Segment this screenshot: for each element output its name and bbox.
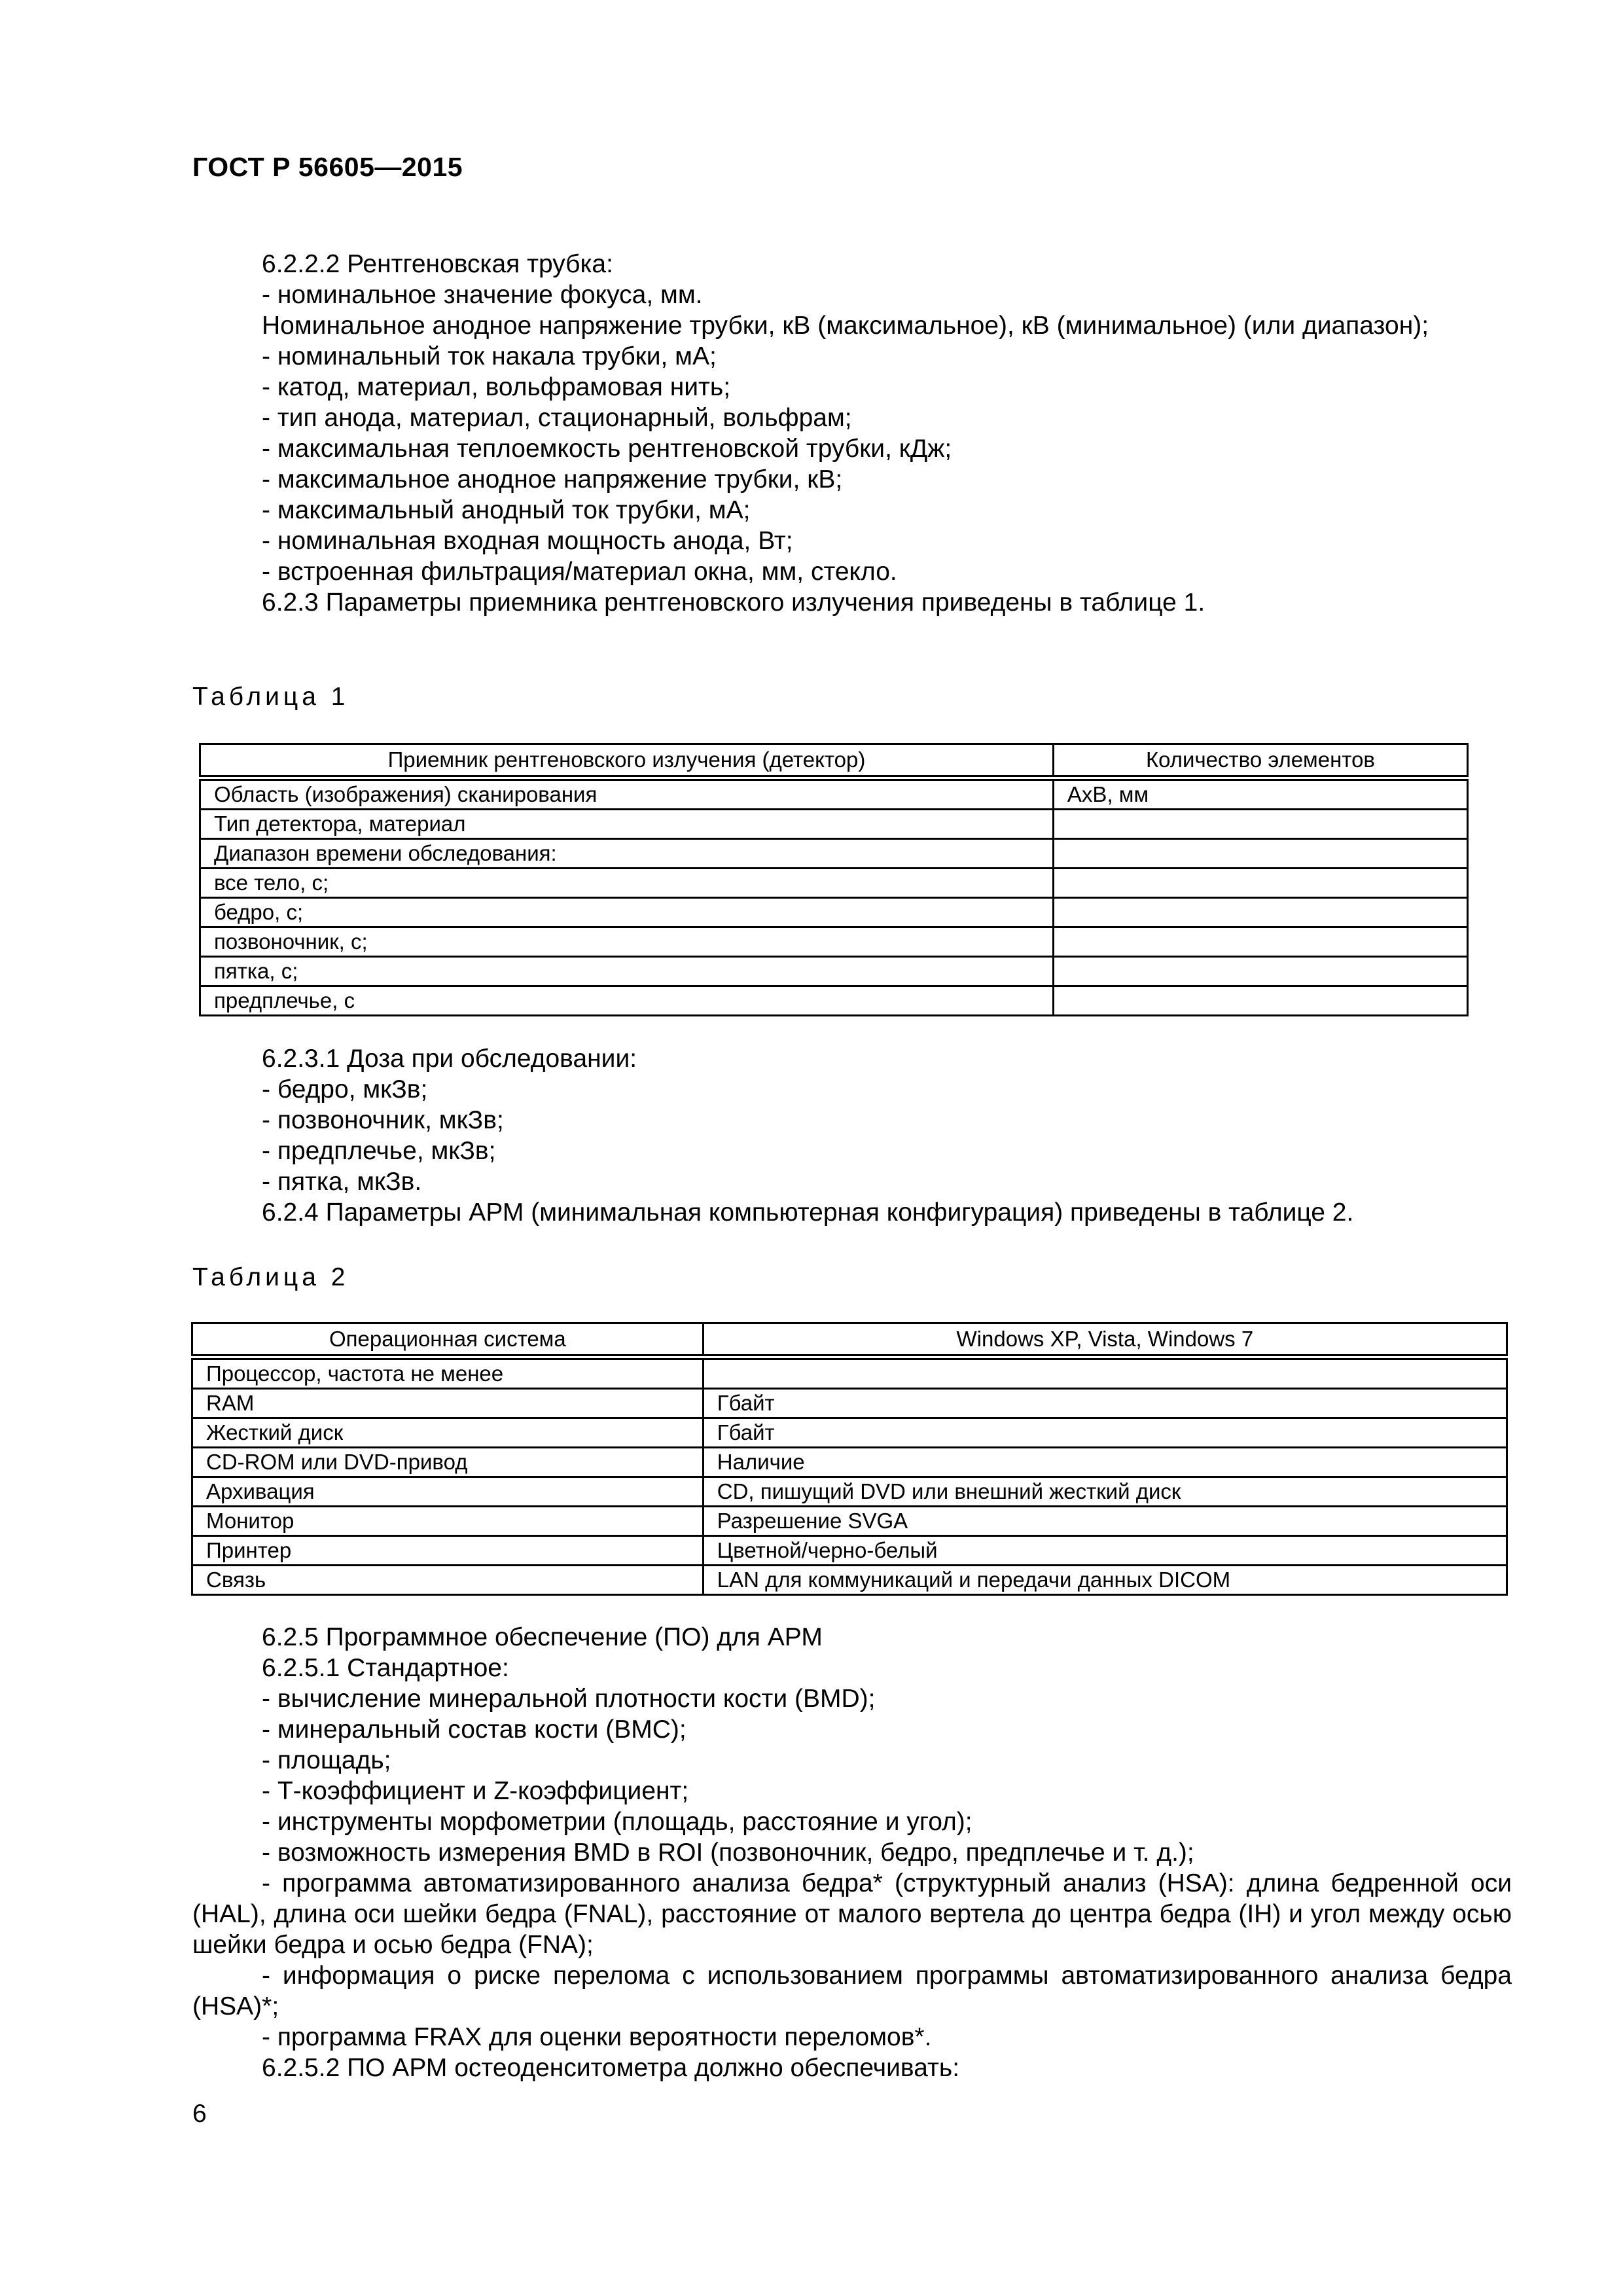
table-row	[200, 898, 1468, 927]
table-row	[192, 1507, 1507, 1536]
table-cell: LAN для коммуникаций и передачи данных DICOM	[703, 1566, 1507, 1595]
table-cell: Разрешение SVGA	[703, 1507, 1507, 1536]
table-row	[200, 778, 1468, 810]
paragraph: - тип анода, материал, стационарный, вольфрам;	[262, 404, 852, 432]
table-cell: Принтер	[192, 1536, 704, 1566]
table-header-cell: Операционная система	[192, 1323, 704, 1357]
table-cell: Гбайт	[703, 1418, 1507, 1448]
paragraph: - площадь;	[262, 1746, 391, 1774]
paragraph: - пятка, мкЗв.	[262, 1168, 422, 1196]
table-cell: предплечье, с	[200, 986, 1054, 1016]
table-cell: Связь	[192, 1566, 704, 1595]
table-cell	[1053, 898, 1467, 927]
page-number: 6	[192, 2100, 207, 2128]
table-cell	[1053, 927, 1467, 957]
paragraph: - бедро, мкЗв;	[262, 1075, 428, 1103]
section-x-ray-tube	[192, 249, 1512, 618]
table-cell	[1053, 839, 1467, 869]
table-header-row	[200, 744, 1468, 778]
table-cell	[1053, 986, 1467, 1016]
paragraph: 6.2.3.1 Доза при обследовании:	[262, 1045, 637, 1073]
table-detector-parameters	[199, 743, 1469, 1016]
table-cell: позвоночник, с;	[200, 927, 1054, 957]
paragraph: 6.2.4 Параметры АРМ (минимальная компьютерная конфигурация) приведены в таблице 2.	[262, 1198, 1354, 1227]
table-cell	[1053, 957, 1467, 986]
table-row	[200, 869, 1468, 898]
table-cell	[1053, 810, 1467, 839]
table-cell: пятка, с;	[200, 957, 1054, 986]
document-header: ГОСТ Р 56605—2015	[192, 152, 463, 182]
table-cell: Жесткий диск	[192, 1418, 704, 1448]
table-cell: Наличие	[703, 1448, 1507, 1477]
table-cell: Область (изображения) сканирования	[200, 778, 1054, 810]
table-row	[200, 986, 1468, 1016]
table-cell	[703, 1357, 1507, 1389]
table-cell: CD, пишущий DVD или внешний жесткий диск	[703, 1477, 1507, 1507]
paragraph: 6.2.5 Программное обеспечение (ПО) для АРМ	[262, 1623, 823, 1651]
table-cell: все тело, с;	[200, 869, 1054, 898]
table-cell: Архивация	[192, 1477, 704, 1507]
table1-caption: Таблица 1	[192, 683, 349, 711]
paragraph: - катод, материал, вольфрамовая нить;	[262, 373, 731, 401]
table-row	[192, 1357, 1507, 1389]
table-header-cell: Приемник рентгеновского излучения (детектор)	[200, 744, 1054, 778]
table-row	[200, 957, 1468, 986]
paragraph: - вычисление минеральной плотности кости (BMD);	[262, 1685, 876, 1713]
paragraph: 6.2.3 Параметры приемника рентгеновского излучения приведены в таблице 1.	[262, 588, 1205, 617]
table-workstation-parameters	[191, 1322, 1508, 1596]
table-cell: Тип детектора, материал	[200, 810, 1054, 839]
table-cell: Гбайт	[703, 1389, 1507, 1418]
table-cell: АхВ, мм	[1053, 778, 1467, 810]
table-row	[200, 839, 1468, 869]
paragraph: - инструменты морфометрии (площадь, расстояние и угол);	[262, 1808, 972, 1836]
paragraph: - максимальная теплоемкость рентгеновской трубки, кДж;	[262, 435, 952, 463]
paragraph: - Т-коэффициент и Z-коэффициент;	[262, 1777, 689, 1805]
paragraph: - встроенная фильтрация/материал окна, мм, стекло.	[262, 558, 897, 586]
section-dose	[192, 1043, 1512, 1228]
table-cell	[1053, 869, 1467, 898]
paragraph: 6.2.5.1 Стандартное:	[262, 1654, 509, 1682]
paragraph: - номинальный ток накала трубки, мА;	[262, 342, 717, 370]
paragraph: Номинальное анодное напряжение трубки, кВ (максимальное), кВ (минимальное) (или диапазон);	[262, 312, 1429, 340]
paragraph: - номинальное значение фокуса, мм.	[262, 281, 703, 309]
table-cell: бедро, с;	[200, 898, 1054, 927]
paragraph: - предплечье, мкЗв;	[262, 1137, 496, 1165]
table-header-cell: Windows XP, Vista, Windows 7	[703, 1323, 1507, 1357]
paragraph: - программа FRAX для оценки вероятности переломов*.	[262, 2023, 932, 2051]
table-header-cell: Количество элементов	[1053, 744, 1467, 778]
paragraph: - позвоночник, мкЗв;	[262, 1106, 504, 1134]
table-cell: CD-ROM или DVD-привод	[192, 1448, 704, 1477]
table-row	[200, 927, 1468, 957]
table-cell: Процессор, частота не менее	[192, 1357, 704, 1389]
paragraph: 6.2.5.2 ПО АРМ остеоденситометра должно обеспечивать:	[262, 2054, 960, 2082]
table-row	[192, 1477, 1507, 1507]
paragraph: - информация о риске перелома с использованием программы автоматизированного анализа бедра (HSA)*;	[192, 1962, 1512, 2020]
table-row	[192, 1418, 1507, 1448]
table-header-row	[192, 1323, 1507, 1357]
paragraph: 6.2.2.2 Рентгеновская трубка:	[262, 250, 613, 278]
table-row	[192, 1448, 1507, 1477]
table-cell: Диапазон времени обследования:	[200, 839, 1054, 869]
table-cell: RAM	[192, 1389, 704, 1418]
paragraph: - минеральный состав кости (BMC);	[262, 1715, 687, 1744]
section-software	[192, 1622, 1512, 2083]
table-cell: Цветной/черно-белый	[703, 1536, 1507, 1566]
paragraph: - программа автоматизированного анализа бедра* (структурный анализ (HSA): длина бедренной оси (HAL), длина оси шейки бедра (FNAL), расстояние от малого вертела до центра бедра (IH) и угол между осью шейки бедра и осью бедра (FNA);	[192, 1869, 1512, 1959]
table2-caption: Таблица 2	[192, 1263, 349, 1291]
paragraph: - максимальный анодный ток трубки, мА;	[262, 496, 751, 524]
table-row	[192, 1389, 1507, 1418]
table-row	[192, 1536, 1507, 1566]
table-cell: Монитор	[192, 1507, 704, 1536]
paragraph: - максимальное анодное напряжение трубки, кВ;	[262, 465, 843, 493]
paragraph: - номинальная входная мощность анода, Вт;	[262, 527, 793, 555]
table-row	[200, 810, 1468, 839]
table-row	[192, 1566, 1507, 1595]
paragraph: - возможность измерения BMD в ROI (позвоночник, бедро, предплечье и т. д.);	[262, 1839, 1194, 1867]
